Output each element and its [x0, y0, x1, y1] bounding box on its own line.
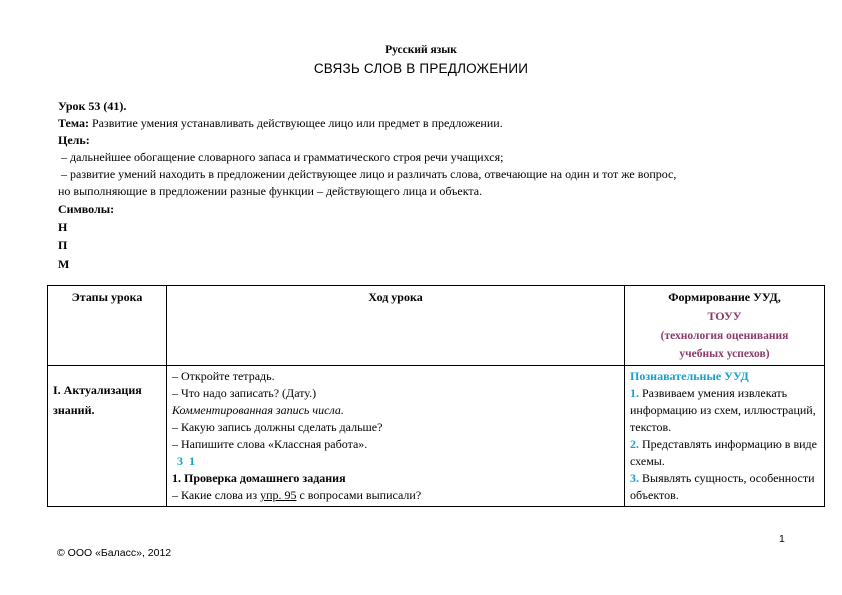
header-toou-sub2: учебных успехов) [679, 348, 770, 360]
uud-item-text: Выявлять сущность, особенности объектов. [630, 471, 815, 502]
header-progress: Ход урока [167, 286, 625, 366]
symbol-m: М [58, 257, 70, 271]
progress-cell [167, 366, 625, 507]
goal-label: Цель: [58, 133, 90, 147]
lesson-title: СВЯЗЬ СЛОВ В ПРЕДЛОЖЕНИИ [313, 61, 529, 76]
symbol-p: П [58, 238, 68, 252]
table-row [48, 366, 825, 507]
uud-title: Познавательные УУД [630, 369, 749, 383]
lesson-number-text: Урок 53 (41). [58, 99, 127, 113]
progress-line-question [172, 487, 619, 504]
header-toou-sub1: (технология оценивания [660, 330, 789, 342]
header-stages: Этапы урока [48, 286, 167, 366]
table-header-row [48, 286, 825, 366]
symbol-marks: 3 1 [177, 454, 195, 468]
uud-item-num: 3. [630, 471, 639, 485]
lesson-number [58, 98, 126, 115]
uud-item-2 [630, 436, 819, 470]
uud-item-text: Развиваем умения извлекать информацию из схем, иллюстраций, текстов. [630, 386, 816, 434]
question-suffix: с вопросами выписали? [296, 488, 422, 502]
goal-item-2: – развитие умений находить в предложении действующее лицо и различать слова, отвечающие на один и тот же вопрос, [58, 167, 677, 181]
topic-text: Развитие умения устанавливать действующее лицо или предмет в предложении. [91, 116, 503, 130]
question-prefix: – Какие слова из [172, 488, 261, 502]
uud-item-3 [630, 470, 819, 504]
copyright: © ООО «Баласс», 2012 [57, 547, 172, 559]
uud-item-num: 1. [630, 386, 639, 400]
progress-line: – Откройте тетрадь. [172, 369, 275, 383]
homework-check-heading: 1. Проверка домашнего задания [172, 471, 346, 485]
header-uud-title: Формирование УУД, [668, 290, 781, 304]
progress-line: Комментированная запись числа. [172, 403, 344, 417]
uud-item-text: Представлять информацию в виде схемы. [630, 437, 817, 468]
header-toou: ТОУУ [707, 309, 742, 323]
progress-line: – Какую запись должны сделать дальше? [172, 420, 383, 434]
uud-item-num: 2. [630, 437, 639, 451]
header-uud [625, 286, 825, 366]
uud-cell [625, 366, 825, 507]
lesson-table [47, 285, 825, 507]
stage-cell: I. Актуализация знаний. [48, 366, 167, 507]
topic-label: Тема: [58, 116, 89, 130]
symbol-n: Н [58, 220, 68, 234]
progress-line: – Что надо записать? (Дату.) [172, 386, 317, 400]
symbols-label: Символы: [58, 202, 115, 216]
exercise-link[interactable]: упр. 95 [260, 488, 297, 502]
subject-heading: Русский язык [385, 44, 457, 56]
goal-item-2-cont: но выполняющие в предложении разные функции – действующего лица и объекта. [58, 184, 483, 198]
uud-item-1 [630, 385, 819, 436]
topic-line [58, 115, 503, 132]
goal-item-1: – дальнейшее обогащение словарного запаса и грамматического строя речи учащихся; [58, 150, 504, 164]
page-number: 1 [779, 533, 785, 545]
progress-line: – Напишите слова «Классная работа». [172, 437, 368, 451]
